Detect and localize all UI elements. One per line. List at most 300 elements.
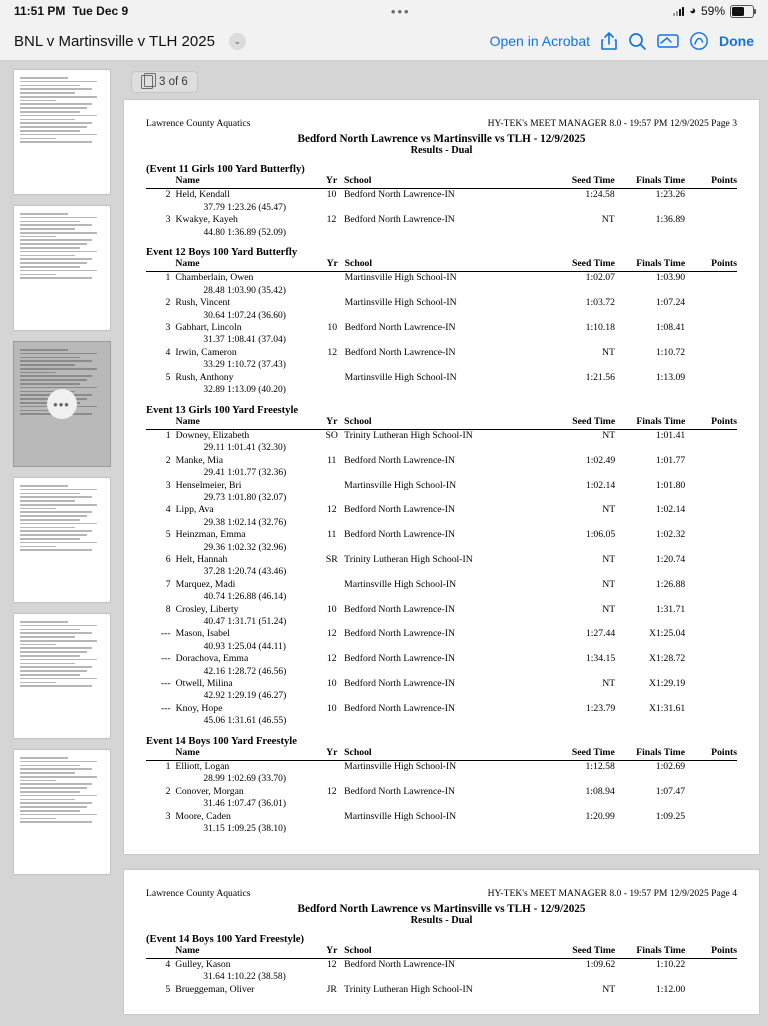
cell-finals: 1:10.22: [655, 958, 686, 970]
cell-place: 2: [165, 454, 171, 466]
cell-place: 6: [165, 553, 171, 565]
cell-points: [685, 678, 737, 690]
cell-name: Chamberlain, Owen: [175, 272, 254, 284]
cell-splits: 40.47 1:31.71 (51.24): [203, 617, 287, 627]
cell-points: [685, 604, 737, 616]
cell-splits: 42.16 1:28.72 (46.56): [203, 666, 287, 677]
table-row: [146, 786, 737, 798]
pdf-page: [123, 99, 760, 855]
cell-school: Martinsville High School-IN: [344, 272, 457, 284]
cell-finals: 1:02.14: [655, 504, 686, 516]
cell-points: [685, 372, 737, 384]
cell-school: Bedford North Lawrence-IN: [343, 189, 455, 201]
splits-row: [146, 334, 737, 346]
cell-points: [685, 579, 737, 591]
cell-seed: 1:02.49: [585, 454, 616, 466]
column-header: Finals Time: [615, 945, 685, 959]
column-header: Seed Time: [547, 416, 615, 430]
cell-points: [685, 189, 737, 202]
splits-row: [146, 310, 737, 322]
cell-place: 3: [165, 214, 171, 226]
table-row: [146, 529, 737, 541]
cell-finals: 1:23.26: [655, 189, 686, 201]
cell-school: Martinsville High School-IN: [344, 371, 457, 383]
cell-seed: NT: [602, 346, 615, 358]
page-header-right: HY-TEK's MEET MANAGER 8.0 - 19:57 PM 12/9/2025 Page 3: [487, 118, 737, 129]
table-header-row: [146, 416, 737, 430]
cell-place: 5: [165, 371, 171, 383]
table-row: [146, 554, 737, 566]
splits-pad: [146, 641, 176, 653]
cell-splits: 45.06 1:31.61 (46.55): [203, 716, 287, 727]
cell-splits: 29.38 1:02.14 (32.76): [203, 517, 287, 528]
splits-row: [146, 798, 737, 810]
event-title: Event 12 Boys 100 Yard Butterfly: [146, 247, 298, 259]
cell-finals: X1:28.72: [648, 653, 686, 665]
event-title: Event 13 Girls 100 Yard Freestyle: [146, 404, 299, 416]
splits-row: [146, 467, 737, 479]
splits-row: [146, 285, 737, 297]
cell-yr: [319, 811, 344, 823]
column-header: Yr: [319, 747, 344, 761]
battery-icon: [730, 5, 754, 18]
table-row: [146, 189, 737, 202]
splits-pad: [146, 442, 176, 454]
status-right: [673, 4, 754, 18]
cell-yr: [320, 372, 345, 384]
cell-place: 1: [165, 761, 171, 773]
cell-name: Brueggeman, Oliver: [175, 983, 255, 995]
cell-splits: 28.48 1:03.90 (35.42): [203, 285, 286, 296]
cell-splits: 31.37 1:08.41 (37.04): [203, 335, 286, 346]
thumbnail-page-4[interactable]: [13, 477, 111, 603]
cell-name: Rush, Vincent: [175, 297, 231, 309]
markup-icon[interactable]: [657, 32, 679, 50]
pdf-pages: [123, 99, 760, 1015]
cell-place: ---: [160, 628, 171, 640]
thumbnail-page-2[interactable]: [13, 205, 111, 331]
thumbnail-page-5[interactable]: [13, 613, 111, 739]
cell-seed: 1:12.58: [585, 761, 615, 773]
splits-pad: [146, 492, 176, 504]
cell-yr: 12: [326, 785, 337, 797]
column-header: School: [344, 747, 547, 761]
cell-yr: 12: [326, 214, 337, 226]
table-row: [146, 214, 737, 226]
dynamic-island-dots: •••: [390, 3, 411, 19]
cell-seed: 1:27.44: [585, 628, 616, 640]
cell-finals: X1:29.19: [648, 678, 686, 690]
sign-icon[interactable]: [689, 31, 709, 51]
table-row: [146, 347, 737, 359]
cell-school: Martinsville High School-IN: [344, 479, 457, 491]
results-table: [146, 747, 737, 836]
cell-seed: NT: [602, 504, 616, 516]
cell-yr: [319, 579, 344, 591]
cell-splits: 32.89 1:13.09 (40.20): [203, 385, 286, 396]
cell-place: 7: [165, 578, 171, 590]
cell-splits: 29.41 1:01.77 (32.36): [203, 468, 287, 479]
cell-points: [685, 628, 737, 640]
cell-place: 8: [165, 603, 171, 615]
content-area: [0, 61, 768, 1026]
cell-seed: 1:03.72: [585, 297, 615, 309]
cell-name: Gulley, Kason: [175, 958, 231, 970]
cell-splits: 29.36 1:02.32 (32.96): [203, 542, 287, 553]
cell-name: Lipp, Ava: [175, 504, 214, 516]
document-toolbar: [0, 22, 768, 61]
column-header: Points: [685, 175, 737, 189]
splits-pad: [146, 227, 175, 239]
cell-splits: 28.99 1:02.69 (33.70): [203, 774, 286, 785]
cell-name: Manke, Mia: [175, 454, 223, 466]
cell-school: Martinsville High School-IN: [344, 810, 457, 822]
splits-row: [146, 591, 737, 603]
cell-name: Mason, Isabel: [175, 628, 230, 640]
cell-seed: 1:06.05: [585, 529, 616, 541]
cell-yr: [320, 297, 345, 309]
cell-splits: 29.73 1:01.80 (32.07): [203, 492, 287, 503]
cell-school: Trinity Lutheran High School-IN: [344, 983, 473, 995]
cell-seed: 1:34.15: [585, 653, 616, 665]
cell-yr: 11: [327, 454, 337, 466]
cell-splits: 40.93 1:25.04 (44.11): [203, 641, 286, 652]
cell-place: ---: [160, 653, 171, 665]
cell-finals: 1:31.71: [655, 603, 686, 615]
cell-finals: 1:09.25: [655, 810, 686, 822]
cell-yr: SR: [325, 553, 338, 565]
thumbnail-rail[interactable]: [0, 61, 123, 1026]
status-date: Tue Dec 9: [72, 4, 129, 18]
cell-points: [685, 554, 737, 566]
page-header-left: Lawrence County Aquatics: [146, 887, 251, 899]
cell-name: Downey, Elizabeth: [175, 429, 250, 441]
cell-name: Otwell, Milina: [175, 678, 233, 690]
cell-school: Bedford North Lawrence-IN: [344, 678, 455, 690]
results-table: [146, 258, 737, 396]
cell-place: 5: [165, 529, 171, 541]
table-row: [146, 372, 737, 384]
cell-yr: 10: [326, 702, 337, 714]
table-row: [146, 958, 737, 971]
pdf-viewer[interactable]: [123, 61, 768, 1026]
thumbnail-page-1[interactable]: [13, 69, 111, 195]
cell-yr: 10: [326, 603, 337, 615]
splits-pad: [146, 359, 175, 371]
wifi-icon: ◕: [689, 5, 696, 17]
cell-finals: 1:02.32: [655, 529, 686, 541]
splits-pad: [146, 773, 175, 785]
search-icon[interactable]: [628, 32, 647, 51]
page-indicator[interactable]: [131, 71, 198, 93]
meet-title: Bedford North Lawrence vs Martinsville vs TLH - 12/9/2025: [297, 133, 586, 145]
column-header: Finals Time: [615, 175, 685, 189]
cell-yr: 12: [327, 346, 338, 358]
cell-splits: 33.29 1:10.72 (37.43): [203, 360, 286, 371]
meet-subtitle: Results - Dual: [410, 914, 473, 926]
cell-yr: 12: [326, 958, 337, 970]
cell-seed: 1:10.18: [585, 322, 615, 334]
cell-yr: 10: [326, 189, 337, 201]
cell-name: Elliott, Logan: [175, 761, 230, 773]
table-row: [146, 984, 737, 996]
splits-row: [146, 542, 737, 554]
table-row: [146, 297, 737, 309]
splits-row: [146, 384, 737, 396]
cell-finals: 1:07.47: [655, 785, 686, 797]
splits-row: [146, 227, 737, 239]
table-row: [146, 604, 737, 616]
column-header: School: [344, 945, 547, 959]
cell-finals: 1:07.24: [655, 297, 686, 309]
cell-school: Bedford North Lawrence-IN: [344, 785, 455, 797]
cell-splits: 31.64 1:10.22 (38.58): [203, 972, 286, 983]
status-time: 11:51 PM: [14, 4, 66, 18]
cell-school: Bedford North Lawrence-IN: [344, 628, 455, 640]
cell-school: Martinsville High School-IN: [344, 761, 457, 773]
splits-pad: [146, 616, 176, 628]
column-header: [146, 416, 176, 430]
page-header: [146, 118, 737, 129]
results-table: [146, 175, 737, 239]
splits-row: [146, 616, 737, 628]
cell-name: Gabhart, Lincoln: [175, 322, 242, 334]
cell-place: 4: [165, 346, 171, 358]
table-row: [146, 429, 737, 442]
table-header-row: [146, 747, 737, 761]
event-title: Event 14 Boys 100 Yard Freestyle: [146, 735, 297, 747]
cell-name: Irwin, Cameron: [175, 346, 237, 358]
splits-row: [146, 566, 737, 578]
table-row: [146, 811, 737, 823]
table-header-row: [146, 175, 737, 189]
column-header: Name: [175, 175, 319, 189]
meet-subtitle: Results - Dual: [410, 145, 473, 156]
splits-row: [146, 641, 737, 653]
splits-pad: [146, 566, 176, 578]
cell-points: [685, 786, 737, 798]
column-header: Points: [685, 945, 737, 959]
cell-school: Bedford North Lawrence-IN: [344, 702, 455, 714]
cell-place: ---: [160, 702, 171, 714]
table-row: [146, 653, 737, 665]
status-left: [14, 4, 128, 18]
cell-splits: 37.79 1:23.26 (45.47): [203, 202, 287, 213]
status-bar: [0, 0, 768, 22]
cell-school: Bedford North Lawrence-IN: [344, 504, 455, 516]
splits-row: [146, 359, 737, 371]
column-header: Points: [685, 747, 737, 761]
cell-finals: 1:01.41: [655, 429, 686, 441]
cell-seed: NT: [602, 429, 616, 441]
cell-yr: 12: [326, 504, 337, 516]
column-header: Name: [175, 945, 319, 959]
column-header: Finals Time: [615, 416, 685, 430]
pages-icon: [141, 75, 153, 89]
splits-row: [146, 773, 737, 785]
share-icon[interactable]: [600, 31, 618, 51]
cell-finals: 1:12.00: [655, 983, 686, 995]
cell-finals: 1:01.80: [655, 479, 686, 491]
cell-yr: JR: [326, 983, 337, 995]
cell-school: Martinsville High School-IN: [344, 578, 457, 590]
column-header: Name: [175, 747, 319, 761]
cell-place: 5: [165, 983, 171, 995]
cell-splits: 29.11 1:01.41 (32.30): [203, 443, 286, 454]
cell-points: [685, 984, 737, 996]
cell-name: Rush, Anthony: [175, 371, 234, 383]
cell-seed: 1:08.94: [585, 785, 615, 797]
column-header: Points: [685, 416, 737, 430]
cell-school: Trinity Lutheran High School-IN: [344, 553, 473, 565]
cell-splits: 31.46 1:07.47 (36.01): [203, 799, 286, 810]
cell-points: [685, 653, 737, 665]
thumbnail-page-3[interactable]: [13, 341, 111, 467]
splits-row: [146, 202, 737, 214]
cell-finals: 1:26.88: [655, 578, 686, 590]
cell-finals: 1:08.41: [655, 322, 686, 334]
cell-yr: 12: [326, 653, 337, 665]
column-header: Seed Time: [547, 945, 615, 959]
event-title: (Event 14 Boys 100 Yard Freestyle): [146, 933, 304, 945]
cell-points: [685, 811, 737, 823]
column-header: Yr: [319, 416, 344, 430]
splits-row: [146, 715, 737, 727]
cell-yr: SO: [325, 429, 338, 441]
results-table: [146, 416, 737, 728]
thumbnail-loading-dots: •••: [47, 389, 77, 419]
cell-yr: [320, 272, 345, 285]
splits-row: [146, 690, 737, 702]
column-header: Seed Time: [547, 747, 615, 761]
column-header: Seed Time: [547, 175, 615, 189]
cell-points: [685, 958, 737, 971]
splits-row: [146, 442, 737, 454]
column-header: School: [345, 258, 547, 272]
cell-points: [685, 455, 737, 467]
column-header: Yr: [320, 258, 345, 272]
splits-row: [146, 517, 737, 529]
cell-school: Bedford North Lawrence-IN: [344, 322, 456, 334]
page-header-right: HY-TEK's MEET MANAGER 8.0 - 19:57 PM 12/9/2025 Page 4: [487, 887, 737, 899]
splits-pad: [146, 666, 176, 678]
cell-points: [685, 703, 737, 715]
column-header: [146, 175, 175, 189]
cell-place: 1: [165, 272, 171, 284]
cell-finals: 1:10.72: [655, 346, 686, 358]
cell-name: Conover, Morgan: [175, 785, 244, 797]
chevron-down-icon[interactable]: ⌄: [229, 33, 246, 50]
cell-points: [685, 529, 737, 541]
column-header: Finals Time: [615, 258, 685, 272]
column-header: Yr: [319, 175, 344, 189]
cell-place: 4: [165, 958, 171, 970]
cell-yr: 11: [327, 529, 337, 541]
cell-seed: NT: [602, 678, 616, 690]
table-row: [146, 504, 737, 516]
splits-pad: [146, 591, 176, 603]
cell-seed: NT: [601, 214, 615, 226]
cell-finals: 1:20.74: [655, 553, 686, 565]
table-row: [146, 272, 737, 285]
table-row: [146, 322, 737, 334]
column-header: Yr: [319, 945, 344, 959]
open-in-acrobat-button[interactable]: Open in Acrobat: [489, 33, 590, 49]
splits-pad: [146, 285, 175, 297]
cell-seed: 1:24.58: [585, 189, 615, 201]
cell-yr: [319, 761, 344, 774]
cell-points: [685, 272, 737, 285]
cell-school: Bedford North Lawrence-IN: [344, 346, 456, 358]
cell-splits: 30.64 1:07.24 (36.60): [203, 310, 286, 321]
cell-place: 2: [165, 189, 171, 201]
column-header: School: [344, 175, 547, 189]
cell-yr: 12: [326, 628, 337, 640]
cell-finals: 1:02.69: [655, 761, 686, 773]
table-row: [146, 703, 737, 715]
cell-name: Heinzman, Emma: [175, 529, 246, 541]
column-header: Points: [685, 258, 737, 272]
column-header: Name: [176, 416, 320, 430]
splits-pad: [146, 202, 175, 214]
cell-points: [685, 429, 737, 442]
thumbnail-page-6[interactable]: [13, 749, 111, 875]
cell-place: 1: [165, 429, 171, 441]
cell-name: Dorachova, Emma: [175, 653, 249, 665]
cell-name: Held, Kendall: [175, 189, 230, 201]
document-title: BNL v Martinsville v TLH 2025: [14, 32, 215, 50]
cell-seed: 1:02.07: [585, 272, 615, 284]
splits-pad: [146, 715, 176, 727]
cell-points: [685, 297, 737, 309]
cell-name: Moore, Caden: [175, 810, 231, 822]
page-header: [146, 888, 737, 899]
cell-school: Bedford North Lawrence-IN: [344, 958, 455, 970]
cell-seed: NT: [602, 578, 616, 590]
cell-points: [685, 322, 737, 334]
done-button[interactable]: Done: [719, 33, 754, 49]
cell-name: Crosley, Liberty: [175, 603, 239, 615]
cell-place: 4: [165, 504, 171, 516]
cell-points: [685, 480, 737, 492]
column-header: School: [344, 416, 547, 430]
column-header: [146, 747, 175, 761]
column-header: [146, 945, 175, 959]
battery-percent: 59%: [700, 4, 725, 18]
cell-place: 2: [165, 297, 171, 309]
cell-points: [685, 761, 737, 774]
event-title: (Event 11 Girls 100 Yard Butterfly): [146, 164, 305, 175]
page-header-left: Lawrence County Aquatics: [146, 118, 251, 129]
column-header: [146, 258, 175, 272]
table-row: [146, 579, 737, 591]
splits-pad: [146, 517, 176, 529]
splits-pad: [146, 823, 175, 835]
table-header-row: [146, 258, 737, 272]
cell-school: Bedford North Lawrence-IN: [343, 214, 455, 226]
cell-school: Martinsville High School-IN: [344, 297, 457, 309]
cell-splits: 44.80 1:36.89 (52.09): [203, 227, 287, 238]
table-row: [146, 480, 737, 492]
cell-place: 3: [165, 322, 171, 334]
cell-name: Marquez, Madi: [175, 578, 236, 590]
table-row: [146, 628, 737, 640]
column-header: Name: [175, 258, 319, 272]
cell-seed: 1:21.56: [585, 371, 615, 383]
signal-icon: [673, 7, 684, 16]
cell-school: Bedford North Lawrence-IN: [344, 603, 455, 615]
cell-place: ---: [160, 678, 171, 690]
